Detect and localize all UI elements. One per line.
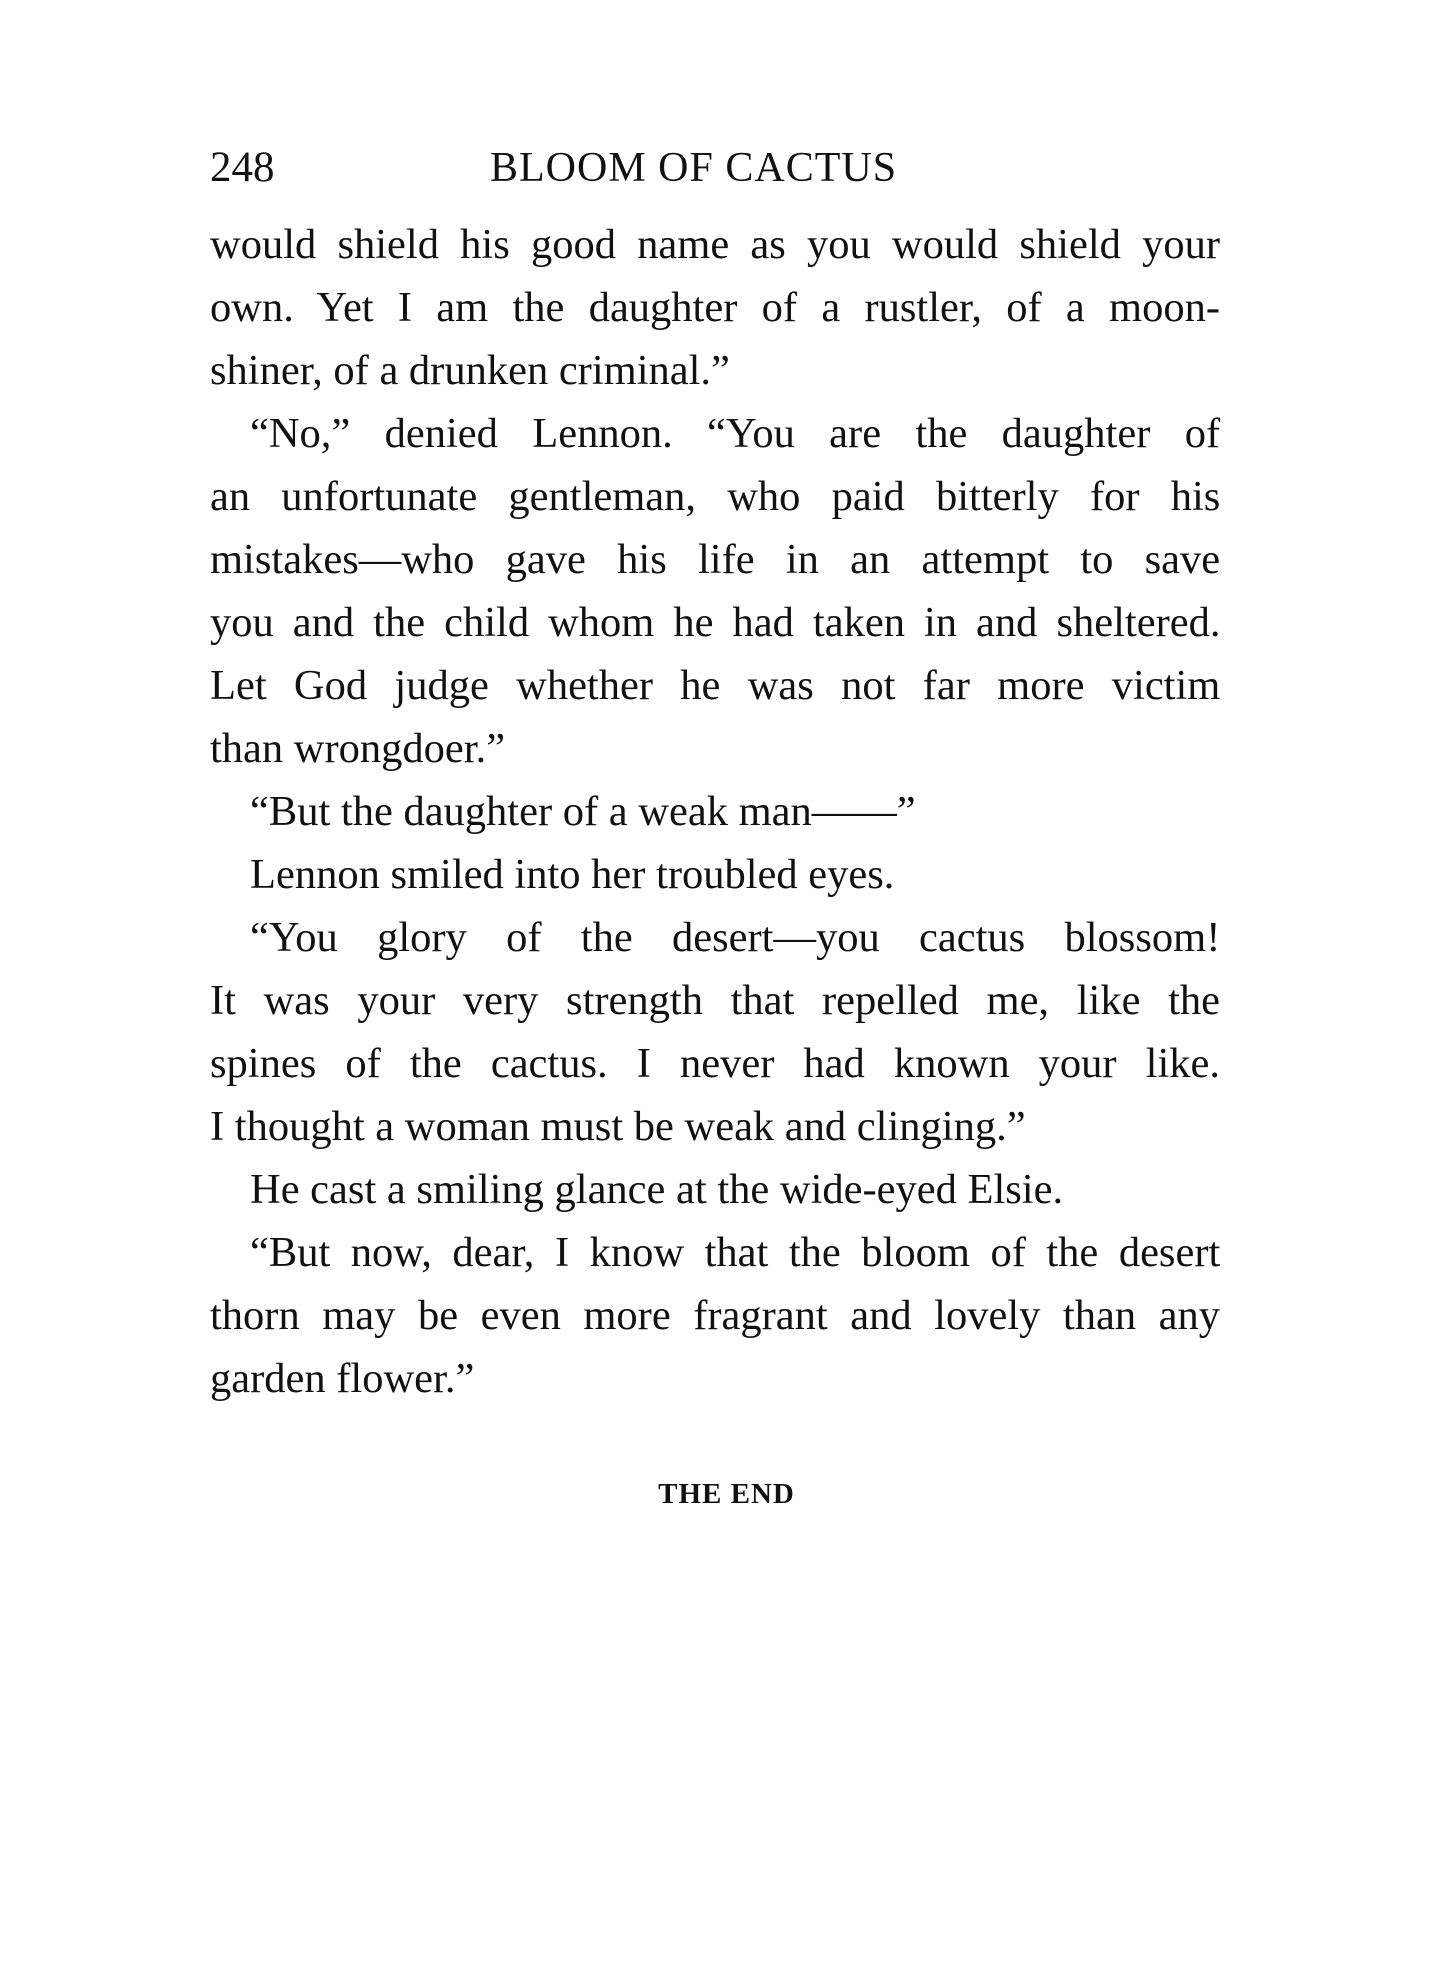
the-end-marker: THE END — [658, 1478, 795, 1510]
running-title: BLOOM OF CACTUS — [490, 145, 898, 191]
text-line: garden flower.” — [210, 1355, 475, 1402]
text-line: “No,” denied Lennon. “You are the daughter of — [250, 410, 1221, 457]
text-line: Lennon smiled into her troubled eyes. — [250, 851, 895, 898]
text-line: shiner, of a drunken criminal.” — [210, 347, 730, 394]
text-line: “But now, dear, I know that the bloom of the desert — [250, 1229, 1221, 1276]
text-line: an unfortunate gentleman, who paid bitterly for his — [210, 473, 1221, 520]
text-line: “But the daughter of a weak man——” — [250, 788, 916, 835]
text-line: thorn may be even more fragrant and lovely than any — [210, 1292, 1220, 1339]
text-line: Let God judge whether he was not far more victim — [210, 662, 1221, 709]
text-line: It was your very strength that repelled me, like the — [210, 977, 1220, 1024]
text-line: than wrongdoer.” — [210, 725, 506, 772]
text-line: you and the child whom he had taken in and sheltered. — [210, 599, 1221, 646]
text-line: “You glory of the desert—you cactus blossom! — [250, 914, 1221, 961]
body-text — [210, 213, 1220, 1410]
text-line: own. Yet I am the daughter of a rustler, of a moon- — [210, 284, 1220, 331]
text-line: I thought a woman must be weak and clinging.” — [210, 1103, 1026, 1150]
text-line: would shield his good name as you would shield your — [210, 221, 1220, 268]
text-line: mistakes—who gave his life in an attempt to save — [210, 536, 1221, 583]
page-number: 248 — [210, 144, 275, 191]
text-line: spines of the cactus. I never had known your like. — [210, 1040, 1220, 1087]
page-header — [210, 138, 1220, 198]
text-line: He cast a smiling glance at the wide-eyed Elsie. — [250, 1166, 1064, 1213]
